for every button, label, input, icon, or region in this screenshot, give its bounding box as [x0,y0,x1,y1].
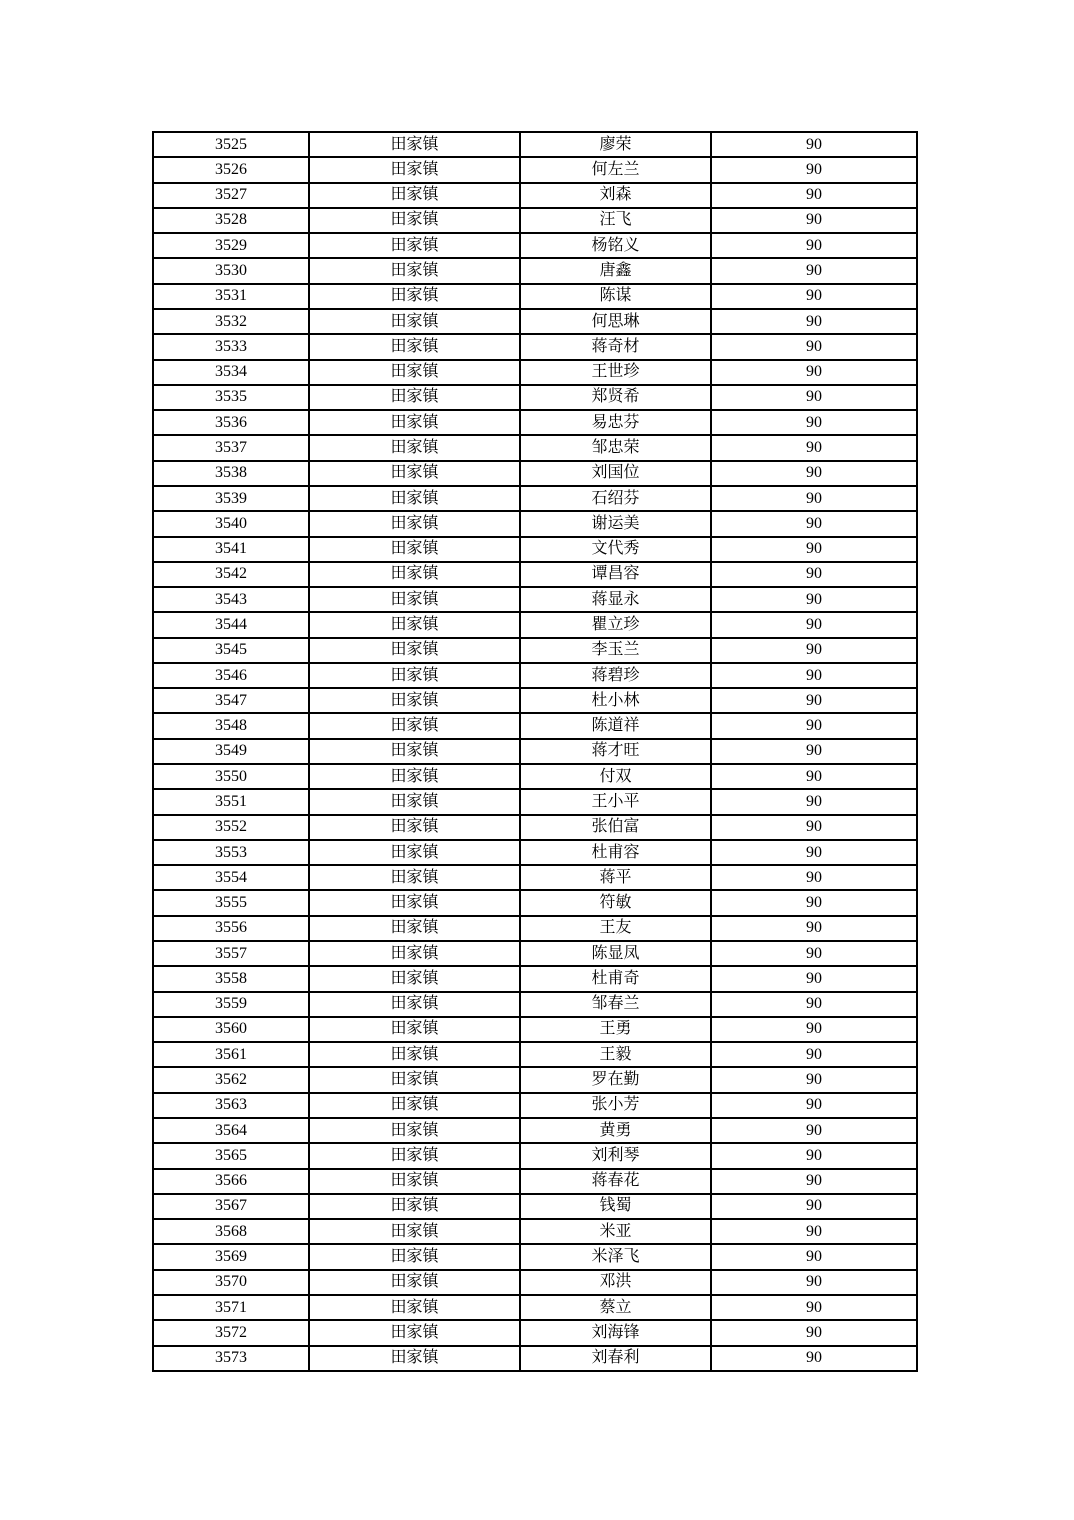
serial-cell: 3556 [153,916,309,941]
name-cell: 瞿立珍 [520,612,711,637]
name-cell: 易忠芬 [520,410,711,435]
score-cell: 90 [711,966,917,991]
town-cell: 田家镇 [309,1042,520,1067]
score-cell: 90 [711,1169,917,1194]
town-cell: 田家镇 [309,739,520,764]
table-row [153,233,917,258]
table-row [153,157,917,182]
table-row [153,1118,917,1143]
serial-cell: 3557 [153,941,309,966]
serial-cell: 3543 [153,587,309,612]
name-cell: 付双 [520,764,711,789]
score-cell: 90 [711,461,917,486]
table-row [153,890,917,915]
serial-cell: 3561 [153,1042,309,1067]
name-cell: 蒋显永 [520,587,711,612]
score-cell: 90 [711,208,917,233]
town-cell: 田家镇 [309,1093,520,1118]
score-cell: 90 [711,435,917,460]
town-cell: 田家镇 [309,1244,520,1269]
serial-cell: 3566 [153,1169,309,1194]
score-cell: 90 [711,183,917,208]
score-cell: 90 [711,890,917,915]
score-cell: 90 [711,865,917,890]
table-row [153,587,917,612]
table-row [153,537,917,562]
town-cell: 田家镇 [309,764,520,789]
name-cell: 刘海锋 [520,1320,711,1345]
score-cell: 90 [711,511,917,536]
name-cell: 郑贤希 [520,385,711,410]
serial-cell: 3565 [153,1143,309,1168]
serial-cell: 3571 [153,1295,309,1320]
name-cell: 刘森 [520,183,711,208]
name-cell: 汪飞 [520,208,711,233]
score-cell: 90 [711,233,917,258]
town-cell: 田家镇 [309,1017,520,1042]
table-row [153,966,917,991]
serial-cell: 3572 [153,1320,309,1345]
score-cell: 90 [711,663,917,688]
serial-cell: 3537 [153,435,309,460]
score-cell: 90 [711,385,917,410]
name-cell: 王勇 [520,1017,711,1042]
table-row [153,1093,917,1118]
town-cell: 田家镇 [309,208,520,233]
score-cell: 90 [711,587,917,612]
table-row [153,511,917,536]
town-cell: 田家镇 [309,966,520,991]
name-cell: 谭昌容 [520,562,711,587]
town-cell: 田家镇 [309,638,520,663]
name-cell: 张伯富 [520,815,711,840]
name-cell: 黄勇 [520,1118,711,1143]
table-row [153,183,917,208]
name-cell: 杜甫奇 [520,966,711,991]
score-cell: 90 [711,132,917,157]
serial-cell: 3559 [153,992,309,1017]
score-cell: 90 [711,1270,917,1295]
town-cell: 田家镇 [309,1067,520,1092]
town-cell: 田家镇 [309,789,520,814]
name-cell: 蒋才旺 [520,739,711,764]
score-cell: 90 [711,789,917,814]
serial-cell: 3560 [153,1017,309,1042]
town-cell: 田家镇 [309,713,520,738]
town-cell: 田家镇 [309,562,520,587]
serial-cell: 3531 [153,284,309,309]
name-cell: 杨铭义 [520,233,711,258]
score-cell: 90 [711,537,917,562]
town-cell: 田家镇 [309,410,520,435]
score-cell: 90 [711,764,917,789]
town-cell: 田家镇 [309,587,520,612]
serial-cell: 3554 [153,865,309,890]
score-cell: 90 [711,1320,917,1345]
name-cell: 符敏 [520,890,711,915]
name-cell: 罗在勤 [520,1067,711,1092]
serial-cell: 3550 [153,764,309,789]
serial-cell: 3538 [153,461,309,486]
name-cell: 谢运美 [520,511,711,536]
serial-cell: 3525 [153,132,309,157]
name-cell: 邓洪 [520,1270,711,1295]
town-cell: 田家镇 [309,1194,520,1219]
name-cell: 李玉兰 [520,638,711,663]
town-cell: 田家镇 [309,1320,520,1345]
name-cell: 米亚 [520,1219,711,1244]
name-cell: 杜小林 [520,688,711,713]
score-cell: 90 [711,157,917,182]
town-cell: 田家镇 [309,1169,520,1194]
table-row [153,334,917,359]
town-cell: 田家镇 [309,511,520,536]
town-cell: 田家镇 [309,132,520,157]
serial-cell: 3544 [153,612,309,637]
name-cell: 王小平 [520,789,711,814]
town-cell: 田家镇 [309,840,520,865]
serial-cell: 3567 [153,1194,309,1219]
table-row [153,435,917,460]
town-cell: 田家镇 [309,663,520,688]
serial-cell: 3533 [153,334,309,359]
score-cell: 90 [711,1143,917,1168]
serial-cell: 3545 [153,638,309,663]
serial-cell: 3553 [153,840,309,865]
town-cell: 田家镇 [309,1270,520,1295]
name-cell: 王友 [520,916,711,941]
serial-cell: 3527 [153,183,309,208]
serial-cell: 3546 [153,663,309,688]
table-row [153,208,917,233]
score-table [152,131,918,1372]
serial-cell: 3526 [153,157,309,182]
town-cell: 田家镇 [309,1295,520,1320]
name-cell: 米泽飞 [520,1244,711,1269]
town-cell: 田家镇 [309,334,520,359]
score-cell: 90 [711,1093,917,1118]
score-cell: 90 [711,1194,917,1219]
table-row [153,992,917,1017]
score-cell: 90 [711,1219,917,1244]
serial-cell: 3528 [153,208,309,233]
table-row [153,284,917,309]
town-cell: 田家镇 [309,941,520,966]
score-cell: 90 [711,334,917,359]
table-row [153,309,917,334]
serial-cell: 3535 [153,385,309,410]
name-cell: 石绍芬 [520,486,711,511]
score-cell: 90 [711,688,917,713]
score-cell: 90 [711,941,917,966]
name-cell: 廖荣 [520,132,711,157]
table-row [153,360,917,385]
table-row [153,1017,917,1042]
serial-cell: 3569 [153,1244,309,1269]
table-row [153,486,917,511]
name-cell: 张小芳 [520,1093,711,1118]
town-cell: 田家镇 [309,916,520,941]
name-cell: 蒋平 [520,865,711,890]
score-cell: 90 [711,713,917,738]
table-row [153,132,917,157]
name-cell: 刘春利 [520,1346,711,1372]
score-cell: 90 [711,1067,917,1092]
table-row [153,688,917,713]
table-row [153,1194,917,1219]
name-cell: 陈道祥 [520,713,711,738]
town-cell: 田家镇 [309,157,520,182]
score-cell: 90 [711,258,917,283]
table-row [153,410,917,435]
serial-cell: 3548 [153,713,309,738]
score-cell: 90 [711,1042,917,1067]
score-cell: 90 [711,562,917,587]
town-cell: 田家镇 [309,233,520,258]
name-cell: 邹忠荣 [520,435,711,460]
score-cell: 90 [711,840,917,865]
table-row [153,1143,917,1168]
name-cell: 唐鑫 [520,258,711,283]
town-cell: 田家镇 [309,1219,520,1244]
table-row [153,789,917,814]
score-cell: 90 [711,1346,917,1372]
score-cell: 90 [711,309,917,334]
serial-cell: 3563 [153,1093,309,1118]
score-cell: 90 [711,815,917,840]
town-cell: 田家镇 [309,284,520,309]
serial-cell: 3570 [153,1270,309,1295]
name-cell: 蔡立 [520,1295,711,1320]
score-cell: 90 [711,1244,917,1269]
table-row [153,638,917,663]
serial-cell: 3552 [153,815,309,840]
table-row [153,1244,917,1269]
score-cell: 90 [711,612,917,637]
town-cell: 田家镇 [309,461,520,486]
serial-cell: 3564 [153,1118,309,1143]
serial-cell: 3529 [153,233,309,258]
score-cell: 90 [711,1017,917,1042]
serial-cell: 3558 [153,966,309,991]
table-row [153,562,917,587]
score-cell: 90 [711,916,917,941]
table-row [153,385,917,410]
serial-cell: 3540 [153,511,309,536]
serial-cell: 3555 [153,890,309,915]
score-cell: 90 [711,410,917,435]
name-cell: 刘利琴 [520,1143,711,1168]
table-row [153,1346,917,1372]
score-cell: 90 [711,1295,917,1320]
table-row [153,941,917,966]
name-cell: 文代秀 [520,537,711,562]
table-row [153,1169,917,1194]
serial-cell: 3573 [153,1346,309,1372]
table-row [153,258,917,283]
serial-cell: 3562 [153,1067,309,1092]
table-row [153,461,917,486]
town-cell: 田家镇 [309,992,520,1017]
table-row [153,764,917,789]
town-cell: 田家镇 [309,688,520,713]
table-row [153,1219,917,1244]
score-cell: 90 [711,486,917,511]
table-row [153,916,917,941]
name-cell: 蒋奇材 [520,334,711,359]
name-cell: 王毅 [520,1042,711,1067]
serial-cell: 3536 [153,410,309,435]
score-cell: 90 [711,284,917,309]
table-row [153,1295,917,1320]
name-cell: 刘国位 [520,461,711,486]
name-cell: 何思琳 [520,309,711,334]
score-cell: 90 [711,1118,917,1143]
serial-cell: 3541 [153,537,309,562]
serial-cell: 3547 [153,688,309,713]
name-cell: 何左兰 [520,157,711,182]
name-cell: 陈显凤 [520,941,711,966]
serial-cell: 3542 [153,562,309,587]
town-cell: 田家镇 [309,1143,520,1168]
table-row [153,815,917,840]
town-cell: 田家镇 [309,360,520,385]
town-cell: 田家镇 [309,1346,520,1372]
name-cell: 陈谋 [520,284,711,309]
score-cell: 90 [711,992,917,1017]
name-cell: 蒋春花 [520,1169,711,1194]
table-row [153,1042,917,1067]
table-row [153,865,917,890]
serial-cell: 3539 [153,486,309,511]
score-cell: 90 [711,638,917,663]
serial-cell: 3534 [153,360,309,385]
town-cell: 田家镇 [309,537,520,562]
town-cell: 田家镇 [309,435,520,460]
name-cell: 蒋碧珍 [520,663,711,688]
town-cell: 田家镇 [309,385,520,410]
town-cell: 田家镇 [309,183,520,208]
town-cell: 田家镇 [309,258,520,283]
table-row [153,663,917,688]
town-cell: 田家镇 [309,309,520,334]
table-row [153,1067,917,1092]
serial-cell: 3568 [153,1219,309,1244]
name-cell: 王世珍 [520,360,711,385]
score-cell: 90 [711,360,917,385]
town-cell: 田家镇 [309,865,520,890]
table-row [153,1320,917,1345]
name-cell: 杜甫容 [520,840,711,865]
serial-cell: 3530 [153,258,309,283]
name-cell: 邹春兰 [520,992,711,1017]
serial-cell: 3532 [153,309,309,334]
table-row [153,612,917,637]
serial-cell: 3549 [153,739,309,764]
town-cell: 田家镇 [309,890,520,915]
score-cell: 90 [711,739,917,764]
table-row [153,840,917,865]
table-row [153,1270,917,1295]
town-cell: 田家镇 [309,1118,520,1143]
name-cell: 钱蜀 [520,1194,711,1219]
score-table-body [153,132,917,1371]
serial-cell: 3551 [153,789,309,814]
town-cell: 田家镇 [309,612,520,637]
table-row [153,713,917,738]
town-cell: 田家镇 [309,486,520,511]
town-cell: 田家镇 [309,815,520,840]
table-row [153,739,917,764]
